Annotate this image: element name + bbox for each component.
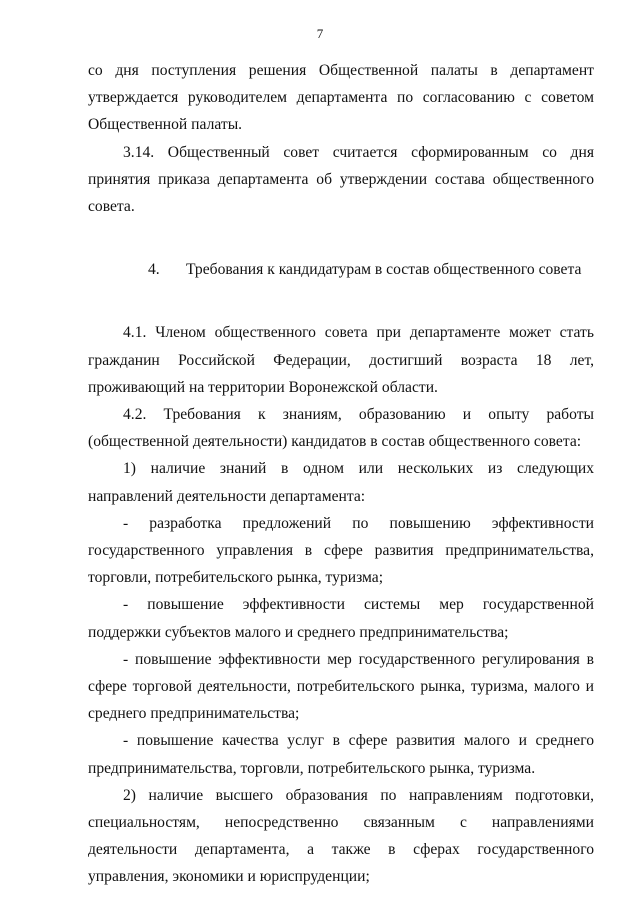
- paragraph-4-1: 4.1. Членом общественного совета при департаменте может стать гражданин Российской Федерации, достигший возраста 18 лет, проживающий на территории Воронежской области.: [88, 324, 594, 396]
- document-body: [88, 57, 594, 891]
- sub-item-3: - повышение эффективности мер государственного регулирования в сфере торговой деятельности, потребительского рынка, туризма, малого и среднего предпринимательства;: [88, 650, 594, 723]
- section-heading: [88, 256, 594, 283]
- paragraph-4-2: 4.2. Требования к знаниям, образованию и опыту работы (общественной деятельности) кандидатов в состав общественного совета:: [88, 406, 594, 451]
- list-item-1: 1) наличие знаний в одном или нескольких из следующих направлений деятельности департамента:: [88, 460, 594, 505]
- list-item-2: 2) наличие высшего образования по направлениям подготовки, специальностям, непосредственно связанным с направлениями деятельности департамента, а также в сферах государственного управления, экономики и юриспруденции;: [88, 786, 594, 886]
- sub-item-1: - разработка предложений по повышению эффективности государственного управления в сфере развития предпринимательства, торговли, потребительского рынка, туризма;: [88, 514, 594, 587]
- paragraph-3-14: 3.14. Общественный совет считается сформированным со дня принятия приказа департамента об утверждении состава общественного совета.: [88, 143, 594, 216]
- page-number: 7: [316, 26, 324, 41]
- sub-item-4: - повышение качества услуг в сфере развития малого и среднего предпринимательства, торговли, потребительского рынка, туризма.: [88, 732, 594, 777]
- sub-item-2: - повышение эффективности системы мер государственной поддержки субъектов малого и среднего предпринимательства;: [88, 596, 594, 641]
- section-title: Требования к кандидатурам в состав общественного совета: [186, 261, 582, 279]
- section-number: 4.: [148, 261, 160, 279]
- paragraph-continuation: со дня поступления решения Общественной палаты в департамент утверждается руководителем департамента по согласованию с советом Общественной палаты.: [88, 62, 594, 134]
